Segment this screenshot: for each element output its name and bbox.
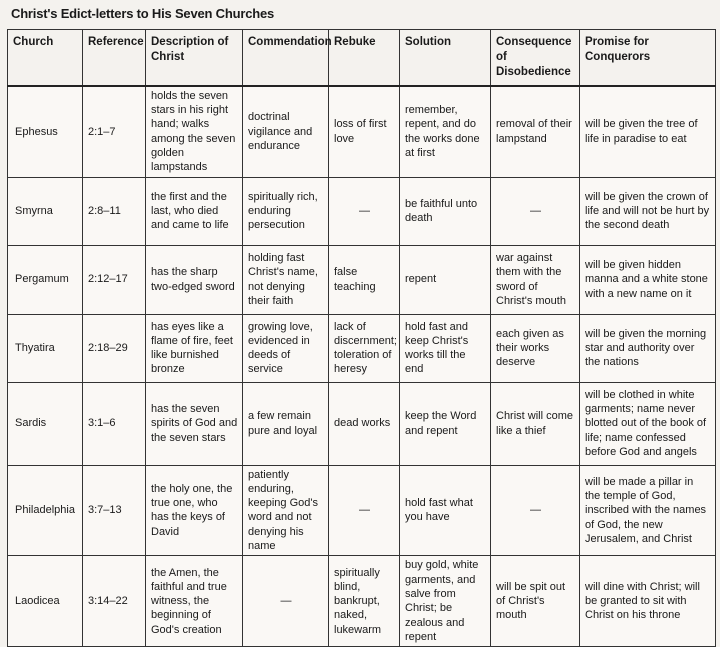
description-cell: has the sharp two-edged sword [146,245,243,314]
solution-cell: keep the Word and repent [400,382,491,465]
table-row [8,465,716,556]
church-name: Sardis [8,382,83,465]
column-header: Consequence of Disobedience [491,30,580,86]
column-header: Rebuke [329,30,400,86]
description-cell: has eyes like a flame of fire, feet like burnished bronze [146,314,243,382]
commendation-cell: doctrinal vigilance and endurance [243,86,329,177]
table-row [8,245,716,314]
promise-cell: will be given hidden manna and a white stone with a new name on it [580,245,716,314]
description-cell: the holy one, the true one, who has the keys of David [146,465,243,556]
commendation-cell: patiently enduring, keeping God's word and not denying his name [243,465,329,556]
reference-cell: 3:7–13 [83,465,146,556]
consequence-cell: each given as their works deserve [491,314,580,382]
rebuke-cell: loss of first love [329,86,400,177]
rebuke-cell: — [329,465,400,556]
table-row [8,86,716,177]
church-name: Thyatira [8,314,83,382]
description-cell: the Amen, the faithful and true witness, the beginning of God's creation [146,556,243,647]
rebuke-cell: lack of discernment; toleration of heresy [329,314,400,382]
reference-cell: 2:18–29 [83,314,146,382]
commendation-cell: growing love, evidenced in deeds of service [243,314,329,382]
consequence-cell: removal of their lampstand [491,86,580,177]
commendation-cell: spiritually rich, enduring persecution [243,177,329,245]
rebuke-cell: spiritually blind, bankrupt, naked, lukewarm [329,556,400,647]
column-header: Church [8,30,83,86]
column-header: Promise for Conquerors [580,30,716,86]
solution-cell: buy gold, white garments, and salve from Christ; be zealous and repent [400,556,491,647]
consequence-cell: Christ will come like a thief [491,382,580,465]
consequence-cell: will be spit out of Christ's mouth [491,556,580,647]
consequence-cell: — [491,177,580,245]
promise-cell: will be given the tree of life in paradise to eat [580,86,716,177]
solution-cell: repent [400,245,491,314]
reference-cell: 3:1–6 [83,382,146,465]
table-row [8,556,716,647]
solution-cell: be faithful unto death [400,177,491,245]
table-row [8,382,716,465]
solution-cell: hold fast and keep Christ's works till the end [400,314,491,382]
church-name: Ephesus [8,86,83,177]
table-row [8,314,716,382]
promise-cell: will be given the morning star and authority over the nations [580,314,716,382]
page-title: Christ's Edict-letters to His Seven Churches [11,6,275,21]
column-header: Solution [400,30,491,86]
rebuke-cell: dead works [329,382,400,465]
rebuke-cell: false teaching [329,245,400,314]
solution-cell: remember, repent, and do the works done at first [400,86,491,177]
promise-cell: will dine with Christ; will be granted to sit with Christ on his throne [580,556,716,647]
churches-table [7,29,716,647]
description-cell: has the seven spirits of God and the seven stars [146,382,243,465]
church-name: Laodicea [8,556,83,647]
church-name: Pergamum [8,245,83,314]
column-header: Commendation [243,30,329,86]
column-header: Description of Christ [146,30,243,86]
church-name: Philadelphia [8,465,83,556]
header-row [8,30,716,86]
commendation-cell: — [243,556,329,647]
solution-cell: hold fast what you have [400,465,491,556]
reference-cell: 2:1–7 [83,86,146,177]
reference-cell: 2:12–17 [83,245,146,314]
reference-cell: 3:14–22 [83,556,146,647]
promise-cell: will be made a pillar in the temple of God, inscribed with the names of God, the new Jerusalem, and Christ [580,465,716,556]
consequence-cell: war against them with the sword of Christ's mouth [491,245,580,314]
promise-cell: will be given the crown of life and will not be hurt by the second death [580,177,716,245]
table-row [8,177,716,245]
reference-cell: 2:8–11 [83,177,146,245]
consequence-cell: — [491,465,580,556]
rebuke-cell: — [329,177,400,245]
commendation-cell: holding fast Christ's name, not denying their faith [243,245,329,314]
commendation-cell: a few remain pure and loyal [243,382,329,465]
church-name: Smyrna [8,177,83,245]
promise-cell: will be clothed in white garments; name never blotted out of the book of life; name confessed before God and angels [580,382,716,465]
column-header: Reference [83,30,146,86]
description-cell: holds the seven stars in his right hand; walks among the seven golden lampstands [146,86,243,177]
description-cell: the first and the last, who died and came to life [146,177,243,245]
